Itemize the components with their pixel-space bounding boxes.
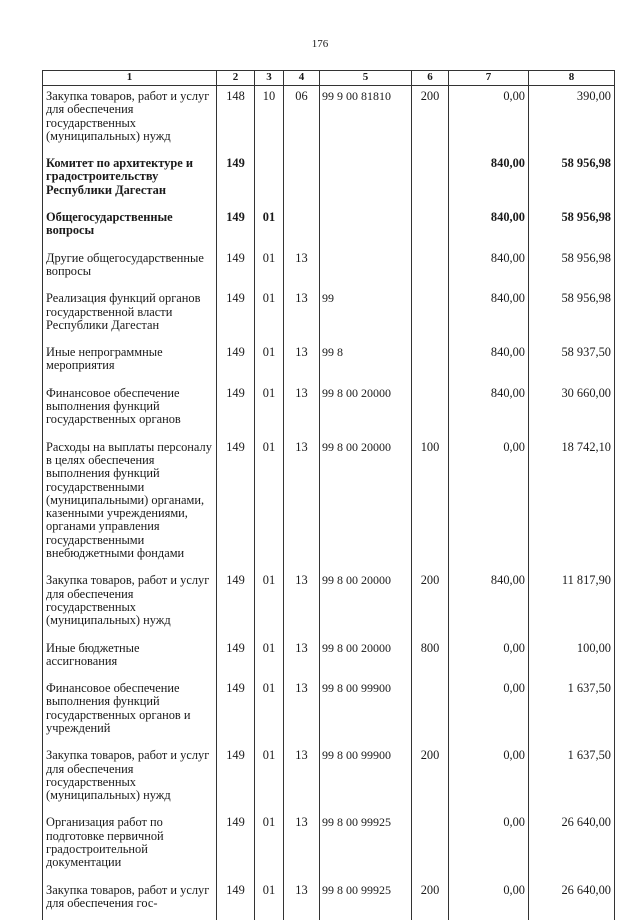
table-row	[43, 288, 615, 342]
row-name-cell: Расходы на выплаты персоналу в целях обеспечения выполнения функций государственными (муниципальными) органами, казенными учреждениями, органами управления государственными внебюджетными фондами	[43, 437, 217, 571]
ministry-code-cell: 149	[217, 880, 255, 920]
amount-col7-cell: 840,00	[449, 288, 529, 342]
table-row	[43, 207, 615, 248]
column-header-5: 5	[320, 71, 412, 86]
table-row	[43, 570, 615, 637]
target-article-cell	[320, 248, 412, 289]
column-header-6: 6	[412, 71, 449, 86]
expense-type-cell	[412, 812, 449, 879]
subsection-code-cell: 13	[284, 570, 320, 637]
amount-col8-cell: 58 956,98	[529, 207, 615, 248]
subsection-code-cell: 13	[284, 383, 320, 437]
section-code-cell: 01	[255, 248, 284, 289]
table-row	[43, 86, 615, 154]
budget-table	[42, 70, 615, 920]
budget-table-container	[42, 70, 614, 910]
target-article-cell: 99 8 00 99900	[320, 678, 412, 745]
target-article-cell: 99 8 00 20000	[320, 383, 412, 437]
section-code-cell: 01	[255, 383, 284, 437]
amount-col8-cell: 1 637,50	[529, 745, 615, 812]
row-name-cell: Реализация функций органов государственной власти Республики Дагестан	[43, 288, 217, 342]
subsection-code-cell: 06	[284, 86, 320, 154]
amount-col8-cell: 18 742,10	[529, 437, 615, 571]
subsection-code-cell: 13	[284, 678, 320, 745]
section-code-cell: 01	[255, 812, 284, 879]
table-row	[43, 437, 615, 571]
amount-col8-cell: 390,00	[529, 86, 615, 154]
table-row	[43, 248, 615, 289]
row-name-cell: Финансовое обеспечение выполнения функций государственных органов и учреждений	[43, 678, 217, 745]
target-article-cell: 99 8	[320, 342, 412, 383]
column-header-4: 4	[284, 71, 320, 86]
amount-col7-cell: 840,00	[449, 383, 529, 437]
amount-col7-cell: 840,00	[449, 207, 529, 248]
ministry-code-cell: 149	[217, 288, 255, 342]
page-number: 176	[311, 38, 329, 50]
expense-type-cell: 100	[412, 437, 449, 571]
amount-col8-cell: 26 640,00	[529, 880, 615, 920]
section-code-cell: 10	[255, 86, 284, 154]
expense-type-cell	[412, 288, 449, 342]
section-code-cell: 01	[255, 638, 284, 679]
amount-col8-cell: 58 956,98	[529, 153, 615, 207]
ministry-code-cell: 149	[217, 383, 255, 437]
row-name-cell: Иные непрограммные мероприятия	[43, 342, 217, 383]
subsection-code-cell: 13	[284, 437, 320, 571]
amount-col7-cell: 0,00	[449, 638, 529, 679]
ministry-code-cell: 149	[217, 570, 255, 637]
ministry-code-cell: 149	[217, 207, 255, 248]
amount-col7-cell: 0,00	[449, 880, 529, 920]
target-article-cell: 99 8 00 20000	[320, 437, 412, 571]
amount-col8-cell: 100,00	[529, 638, 615, 679]
target-article-cell: 99 8 00 20000	[320, 570, 412, 637]
amount-col8-cell: 58 937,50	[529, 342, 615, 383]
expense-type-cell: 200	[412, 86, 449, 154]
target-article-cell	[320, 153, 412, 207]
amount-col7-cell: 840,00	[449, 248, 529, 289]
expense-type-cell	[412, 207, 449, 248]
amount-col8-cell: 30 660,00	[529, 383, 615, 437]
section-code-cell: 01	[255, 207, 284, 248]
amount-col8-cell: 1 637,50	[529, 678, 615, 745]
section-code-cell: 01	[255, 678, 284, 745]
subsection-code-cell	[284, 207, 320, 248]
expense-type-cell	[412, 153, 449, 207]
table-row	[43, 153, 615, 207]
table-row	[43, 812, 615, 879]
section-code-cell: 01	[255, 880, 284, 920]
row-name-cell: Комитет по архитектуре и градостроительству Республики Дагестан	[43, 153, 217, 207]
row-name-cell: Иные бюджетные ассигнования	[43, 638, 217, 679]
ministry-code-cell: 149	[217, 248, 255, 289]
section-code-cell: 01	[255, 570, 284, 637]
target-article-cell: 99	[320, 288, 412, 342]
amount-col7-cell: 0,00	[449, 745, 529, 812]
subsection-code-cell: 13	[284, 342, 320, 383]
amount-col7-cell: 840,00	[449, 153, 529, 207]
table-row	[43, 383, 615, 437]
subsection-code-cell: 13	[284, 288, 320, 342]
row-name-cell: Закупка товаров, работ и услуг для обеспечения гос-	[43, 880, 217, 920]
ministry-code-cell: 149	[217, 812, 255, 879]
expense-type-cell	[412, 342, 449, 383]
row-name-cell: Закупка товаров, работ и услуг для обеспечения государственных (муниципальных) нужд	[43, 570, 217, 637]
row-name-cell: Другие общегосударственные вопросы	[43, 248, 217, 289]
amount-col8-cell: 26 640,00	[529, 812, 615, 879]
row-name-cell: Закупка товаров, работ и услуг для обеспечения государственных (муниципальных) нужд	[43, 745, 217, 812]
amount-col7-cell: 0,00	[449, 812, 529, 879]
section-code-cell: 01	[255, 745, 284, 812]
subsection-code-cell: 13	[284, 248, 320, 289]
expense-type-cell: 200	[412, 880, 449, 920]
section-code-cell: 01	[255, 437, 284, 571]
expense-type-cell	[412, 383, 449, 437]
target-article-cell: 99 9 00 81810	[320, 86, 412, 154]
expense-type-cell: 200	[412, 745, 449, 812]
amount-col7-cell: 840,00	[449, 342, 529, 383]
amount-col7-cell: 0,00	[449, 437, 529, 571]
ministry-code-cell: 149	[217, 437, 255, 571]
ministry-code-cell: 148	[217, 86, 255, 154]
target-article-cell: 99 8 00 20000	[320, 638, 412, 679]
expense-type-cell: 200	[412, 570, 449, 637]
ministry-code-cell: 149	[217, 745, 255, 812]
table-row	[43, 880, 615, 920]
amount-col8-cell: 11 817,90	[529, 570, 615, 637]
target-article-cell	[320, 207, 412, 248]
column-header-2: 2	[217, 71, 255, 86]
column-header-1: 1	[43, 71, 217, 86]
table-row	[43, 745, 615, 812]
amount-col8-cell: 58 956,98	[529, 248, 615, 289]
table-row	[43, 678, 615, 745]
subsection-code-cell: 13	[284, 745, 320, 812]
row-name-cell: Организация работ по подготовке первичной градостроительной документации	[43, 812, 217, 879]
amount-col8-cell: 58 956,98	[529, 288, 615, 342]
section-code-cell: 01	[255, 342, 284, 383]
amount-col7-cell: 0,00	[449, 678, 529, 745]
row-name-cell: Финансовое обеспечение выполнения функций государственных органов	[43, 383, 217, 437]
column-header-8: 8	[529, 71, 615, 86]
subsection-code-cell: 13	[284, 638, 320, 679]
target-article-cell: 99 8 00 99925	[320, 812, 412, 879]
column-header-7: 7	[449, 71, 529, 86]
expense-type-cell: 800	[412, 638, 449, 679]
ministry-code-cell: 149	[217, 638, 255, 679]
subsection-code-cell: 13	[284, 812, 320, 879]
table-row	[43, 342, 615, 383]
subsection-code-cell	[284, 153, 320, 207]
column-header-3: 3	[255, 71, 284, 86]
section-code-cell: 01	[255, 288, 284, 342]
amount-col7-cell: 840,00	[449, 570, 529, 637]
target-article-cell: 99 8 00 99925	[320, 880, 412, 920]
subsection-code-cell: 13	[284, 880, 320, 920]
ministry-code-cell: 149	[217, 153, 255, 207]
expense-type-cell	[412, 678, 449, 745]
row-name-cell: Закупка товаров, работ и услуг для обеспечения государственных (муниципальных) нужд	[43, 86, 217, 154]
section-code-cell	[255, 153, 284, 207]
ministry-code-cell: 149	[217, 678, 255, 745]
ministry-code-cell: 149	[217, 342, 255, 383]
amount-col7-cell: 0,00	[449, 86, 529, 154]
table-row	[43, 638, 615, 679]
table-header-row	[43, 71, 615, 86]
expense-type-cell	[412, 248, 449, 289]
row-name-cell: Общегосударственные вопросы	[43, 207, 217, 248]
target-article-cell: 99 8 00 99900	[320, 745, 412, 812]
